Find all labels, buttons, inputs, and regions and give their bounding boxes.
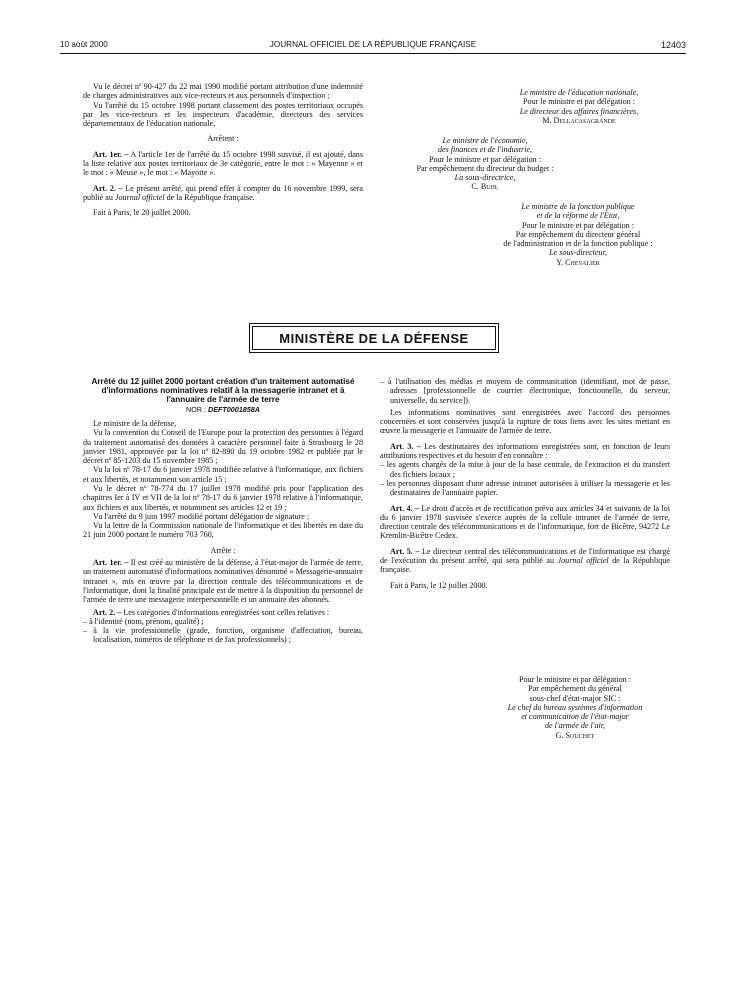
signature-block-defense: Pour le ministre et par délégation : Par empêchement du général sous-chef d'état-major SIC : Le chef du bureau systèmes d'information et communication de l'état-major de l'armée de l'air, G. Souchet xyxy=(470,675,680,740)
article-3: Art. 3. – Les destinataires des informations enregistrées sont, en fonction de leurs attributions respectives et du besoin d'en connaître : xyxy=(380,441,670,461)
list-item: – à l'identité (nom, prénom, qualité) ; xyxy=(83,616,204,626)
paragraph: Vu l'arrêté du 9 juin 1997 modifié portant délégation de signature ; xyxy=(93,511,310,521)
arrete-left-column xyxy=(83,377,363,645)
top-left-column xyxy=(83,82,363,218)
article-2: Art. 2. – Les catégories d'informations enregistrées sont celles relatives : xyxy=(93,607,330,617)
ministry-heading-box xyxy=(249,323,499,353)
header-title: JOURNAL OFFICIEL DE LA RÉPUBLIQUE FRANÇAISE xyxy=(269,40,477,49)
fait-a-paris: Fait à Paris, le 12 juillet 2000. xyxy=(390,580,488,590)
article-1: Art. 1er. – A l'article 1er de l'arrêté du 15 octobre 1998 susvisé, il est ajouté, dans la liste relative aux postes territoriaux de 3e catégorie, entre le mot : « Mayenne » et le mot : « Meuse », le mot : « Mayotte ». xyxy=(83,149,363,178)
list-item: – les agents chargés de la mise à jour de la base centrale, de l'extraction et du transfert des fichiers locaux ; xyxy=(380,460,670,479)
running-header xyxy=(60,40,686,54)
paragraph: Le ministre de la défense, xyxy=(93,418,177,428)
paragraph: Vu le décret nº 90-427 du 22 mai 1990 modifié portant attribution d'une indemnité de charges administratives aux vice-recteurs et aux personnels d'inspection ; xyxy=(83,82,363,101)
paragraph: Vu la convention du Conseil de l'Europe pour la protection des personnes à l'égard du traitement automatisé des données à caractère personnel faite à Strasbourg le 28 janvier 1981, approuvée par la loi nº 82-890 du 19 octobre 1982 et publiée par le décret nº 85-1203 du 15 novembre 1985 ; xyxy=(83,428,363,466)
header-rule xyxy=(60,53,686,54)
signature-block-education: Le ministre de l'éducation nationale, Pour le ministre et par délégation : Le directeur des affaires financières, M. Dellacasagrande xyxy=(519,88,639,125)
paragraph: Vu la loi nº 78-17 du 6 janvier 1978 modifiée relative à l'informatique, aux fichiers et aux libertés, et notamment son article 15 ; xyxy=(83,465,363,484)
arrete-heading: Arrête : xyxy=(210,545,236,555)
ministry-heading: MINISTÈRE DE LA DÉFENSE xyxy=(252,326,496,350)
arretent-heading: Arrêtent : xyxy=(207,134,239,144)
fait-a-paris: Fait à Paris, le 20 juillet 2000. xyxy=(93,208,191,218)
nor-reference: NOR : DEFT0001858A xyxy=(186,404,260,414)
arrete-right-column xyxy=(380,377,670,590)
article-5: Art. 5. – Le directeur central des télécommunications et de l'informatique est chargé de l'exécution du présent arrêté, qui sera publié au Journal officiel de la République française. xyxy=(380,546,670,575)
list-item: – les personnes disposant d'une adresse intranet autorisées à utiliser la messagerie et les destinataires de l'annuaire papier. xyxy=(380,478,670,498)
signature-block-fonction-publique: Le ministre de la fonction publique et de la réforme de l'Etat, Pour le ministre et par délégation : Par empêchement du directeur général de l'administration et de la fonction publique : Le sous-directeur, Y. Chevalier xyxy=(503,202,653,267)
article-2: Art. 2. – Le présent arrêté, qui prend effet à compter du 16 novembre 1999, sera publié au Journal officiel de la République française. xyxy=(83,183,363,202)
article-1: Art. 1er. – Il est créé au ministère de la défense, à l'état-major de l'armée de terre, un traitement automatisé d'informations nominatives dénommé « Messagerie-annuaire intranet », mis en œuvre par la direction centrale des télécommunications et de l'informatique, dont la finalité principale est de mettre à la disposition du personnel de l'armée de terre une messagerie interpersonnelle et un annuaire des abonnés. xyxy=(83,558,363,605)
paragraph: Vu le décret nº 78-774 du 17 juillet 1978 modifié pris pour l'application des chapitres Ier à IV et VII de la loi nº 78-17 du 6 janvier 1978 relative à l'informatique, aux fichiers et aux libertés, et notamment ses articles 12 et 19 ; xyxy=(83,483,363,512)
paragraph: Vu l'arrêté du 15 octobre 1998 portant classement des postes territoriaux occupés par les vice-recteurs et les inspecteurs d'académie, directeurs des services départementaux de l'éducation nationale, xyxy=(83,100,363,129)
list-item: – à la vie professionnelle (grade, fonction, organisme d'affectation, bureau, localisation, numéros de téléphone et de fax professionnels) ; xyxy=(83,626,363,645)
article-4: Art. 4. – Le droit d'accès et de rectification prévu aux articles 34 et suivants de la loi du 6 janvier 1978 susvisée s'exerce auprès de la cellule intranet de l'armée de terre, direction centrale des télécommunications et de l'informatique, fort de Bicêtre, 94272 Le Kremlin-Bicêtre Cedex. xyxy=(380,503,670,541)
signature-block-economie: Le ministre de l'économie, des finances et de l'industrie, Pour le ministre et par délégation : Par empêchement du directeur du budget : La sous-directrice, C. Buhl xyxy=(416,136,554,192)
arrete-title: Arrêté du 12 juillet 2000 portant création d'un traitement automatisé d'informations nominatives relatif à la messagerie intranet et à l'annuaire de l'armée de terre xyxy=(91,377,355,405)
paragraph: Vu la lettre de la Commission nationale de l'informatique et des libertés en date du 21 juin 2000 portant le numéro 703 760, xyxy=(83,521,363,540)
page-number: 12403 xyxy=(660,40,686,50)
signatory-name: G. Souchet xyxy=(555,730,595,740)
header-date: 10 août 2000 xyxy=(60,40,108,49)
list-item: – à l'utilisation des médias et moyens de communication (identifiant, mot de passe, adresses [professionnelle de courrier électronique, fonctionnelle, du serveur, universelle, du service]). xyxy=(380,377,670,405)
paragraph: Les informations nominatives sont enregistrées avec l'accord des personnes concernées et sont conservées jusqu'à la rupture de tous liens avec les sites mettant en œuvre la messagerie et l'annuaire de l'armée de terre. xyxy=(380,407,670,436)
